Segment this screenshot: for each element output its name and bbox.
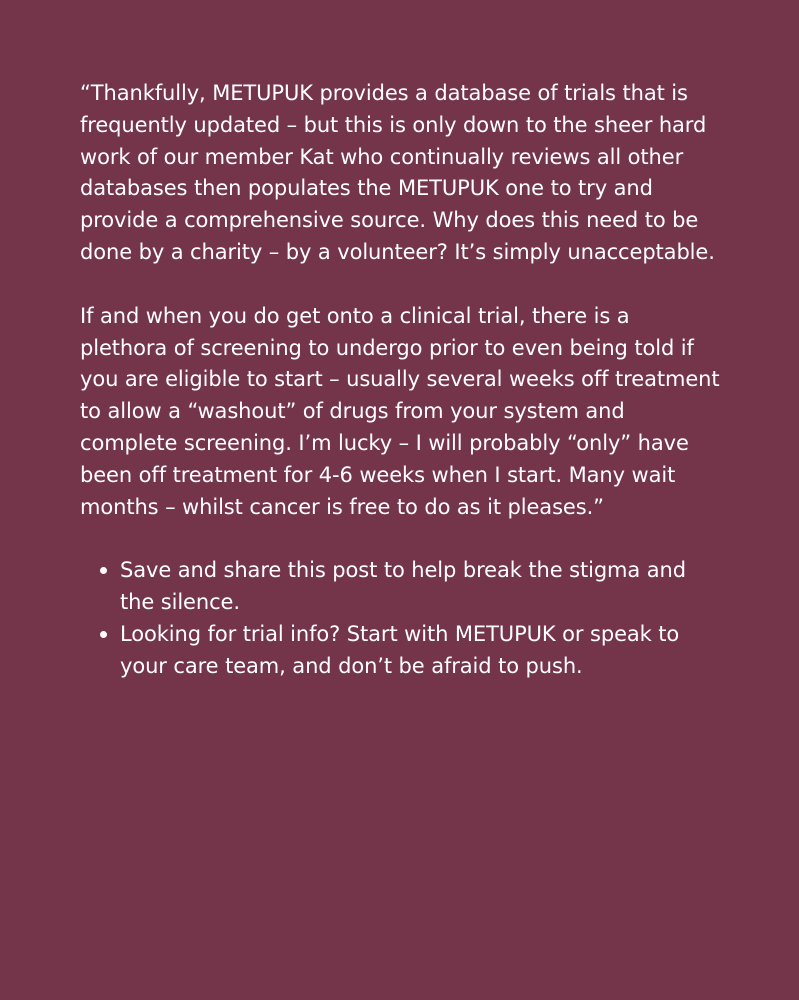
call-to-action-list	[80, 555, 720, 682]
bullet-dot-icon	[100, 567, 107, 574]
bullet-text-share: Save and share this post to help break the stigma and the silence.	[120, 558, 686, 615]
bullet-text-trial-info: Looking for trial info? Start with METUPUK or speak to your care team, and don’t be afraid to push.	[120, 621, 680, 678]
quote-paragraph-2: If and when you do get onto a clinical trial, there is a plethora of screening to undergo prior to even being told if you are eligible to start – usually several weeks off treatment to allow a “washout” of drugs from your system and complete screening. I’m lucky – I will probably “only” have been off treatment for 4-6 weeks when I start. Many wait months – whilst cancer is free to do as it pleases.”	[80, 303, 720, 519]
bullet-item-trial-info	[120, 619, 720, 683]
bullet-dot-icon	[100, 631, 107, 638]
bullet-item-share	[120, 555, 720, 619]
quote-paragraph-1: “Thankfully, METUPUK provides a database of trials that is frequently updated – but this is only down to the sheer hard work of our member Kat who continually reviews all other databases then populates the METUPUK one to try and provide a comprehensive source. Why does this need to be done by a charity – by a volunteer? It’s simply unacceptable.	[80, 81, 715, 264]
